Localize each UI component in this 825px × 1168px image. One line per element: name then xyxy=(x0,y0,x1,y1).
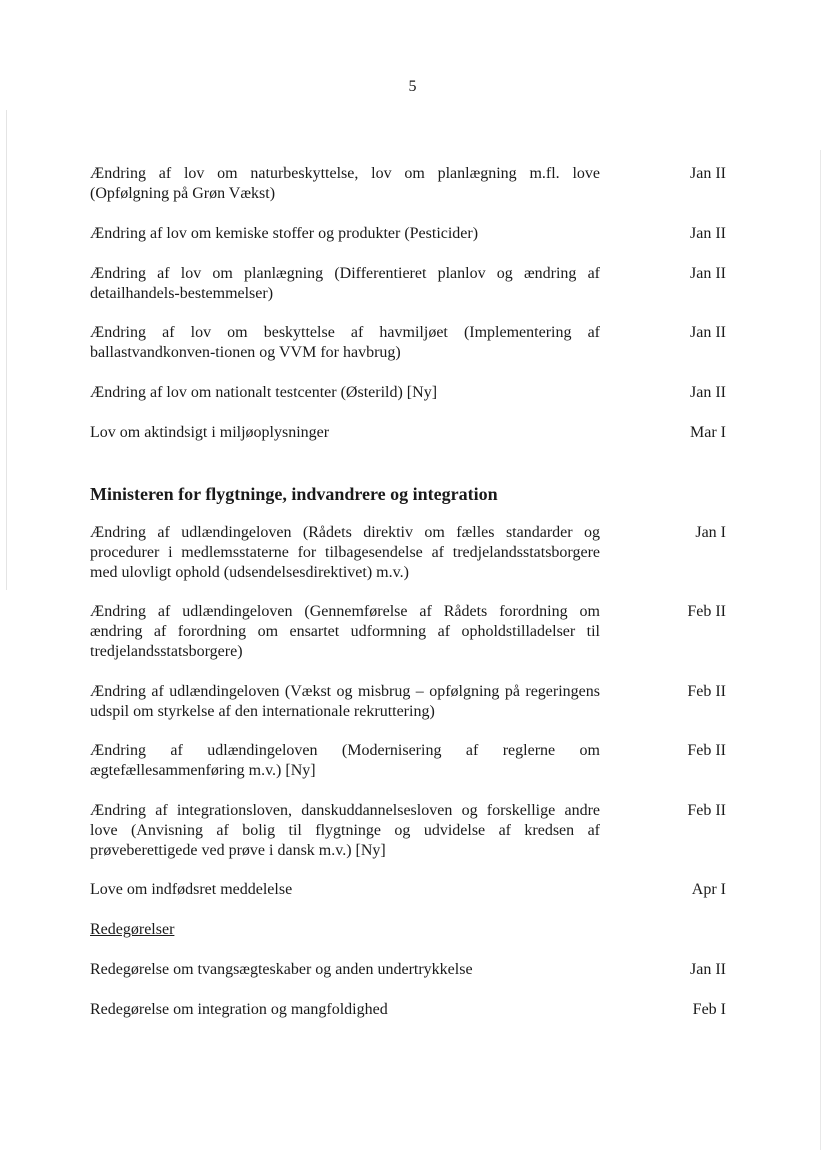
list-item xyxy=(90,164,726,204)
list-item xyxy=(90,801,726,861)
item-text: Redegørelse om tvangsægteskaber og anden undertrykkelse xyxy=(90,961,473,978)
page-number: 5 xyxy=(408,78,417,95)
item-date: Jan II xyxy=(690,961,726,978)
item-date: Feb II xyxy=(687,683,726,700)
list-item xyxy=(90,423,726,443)
list-item xyxy=(90,1000,726,1020)
item-date: Feb II xyxy=(687,742,726,759)
item-date: Feb II xyxy=(687,802,726,819)
item-text: Ændring af lov om planlægning (Differentieret planlov og ændring af detailhandels-bestemmelser) xyxy=(90,265,600,302)
item-date: Jan II xyxy=(690,165,726,182)
item-text: Love om indfødsret meddelelse xyxy=(90,881,293,898)
list-item xyxy=(90,880,726,900)
item-date: Mar I xyxy=(690,424,726,441)
item-text: Ændring af lov om naturbeskyttelse, lov om planlægning m.fl. love (Opfølgning på Grøn Vækst) xyxy=(90,165,600,202)
list-item xyxy=(90,741,726,781)
list-item xyxy=(90,323,726,363)
item-date: Jan II xyxy=(690,324,726,341)
item-text: Ændring af udlændingeloven (Rådets direktiv om fælles standarder og procedurer i medlemsstaterne for tilbagesendelse af tredjelandsstatsborgere med ulovligt ophold (udsendelsesdirektivet) m.v.) xyxy=(90,524,600,581)
item-text: Ændring af lov om beskyttelse af havmiljøet (Implementering af ballastvandkonven-tionen og VVM for havbrug) xyxy=(90,324,600,361)
scan-edge-right xyxy=(820,150,821,1150)
list-item xyxy=(90,960,726,980)
item-date: Apr I xyxy=(691,881,726,898)
list-item xyxy=(90,682,726,722)
list-item xyxy=(90,523,726,583)
item-date: Jan II xyxy=(690,384,726,401)
list-item xyxy=(90,602,726,662)
item-text: Ændring af udlændingeloven (Gennemførelse af Rådets forordning om ændring af forordning om ensartet udformning af opholdstilladelser til tredjelandsstatsborgere) xyxy=(90,603,600,660)
item-text: Ændring af integrationsloven, danskuddannelsesloven og forskellige andre love (Anvisning af bolig til flygtninge og udvidelse af kredsen af prøveberettigede ved prøve i dansk m.v.) [Ny] xyxy=(90,802,600,859)
item-text: Redegørelse om integration og mangfoldighed xyxy=(90,1001,388,1018)
item-date: Jan II xyxy=(690,225,726,242)
item-date: Feb II xyxy=(687,603,726,620)
section-heading: Ministeren for flygtninge, indvandrere og integration xyxy=(90,484,498,504)
item-text: Lov om aktindsigt i miljøoplysninger xyxy=(90,424,330,441)
item-text: Ændring af udlændingeloven (Modernisering af reglerne om ægtefællesammenføring m.v.) [Ny] xyxy=(90,742,600,779)
list-item xyxy=(90,383,726,403)
scan-edge-left xyxy=(6,110,7,590)
item-text: Ændring af udlændingeloven (Vækst og misbrug – opfølgning på regeringens udspil om styrkelse af den internationale rekruttering) xyxy=(90,683,600,720)
list-item xyxy=(90,264,726,304)
list-item xyxy=(90,224,726,244)
item-date: Jan I xyxy=(695,524,726,541)
item-text: Ændring af lov om kemiske stoffer og produkter (Pesticider) xyxy=(90,225,479,242)
item-date: Jan II xyxy=(690,265,726,282)
subsection-heading: Redegørelser xyxy=(90,921,175,938)
item-text: Ændring af lov om nationalt testcenter (Østerild) [Ny] xyxy=(90,384,438,401)
item-date: Feb I xyxy=(692,1001,726,1018)
